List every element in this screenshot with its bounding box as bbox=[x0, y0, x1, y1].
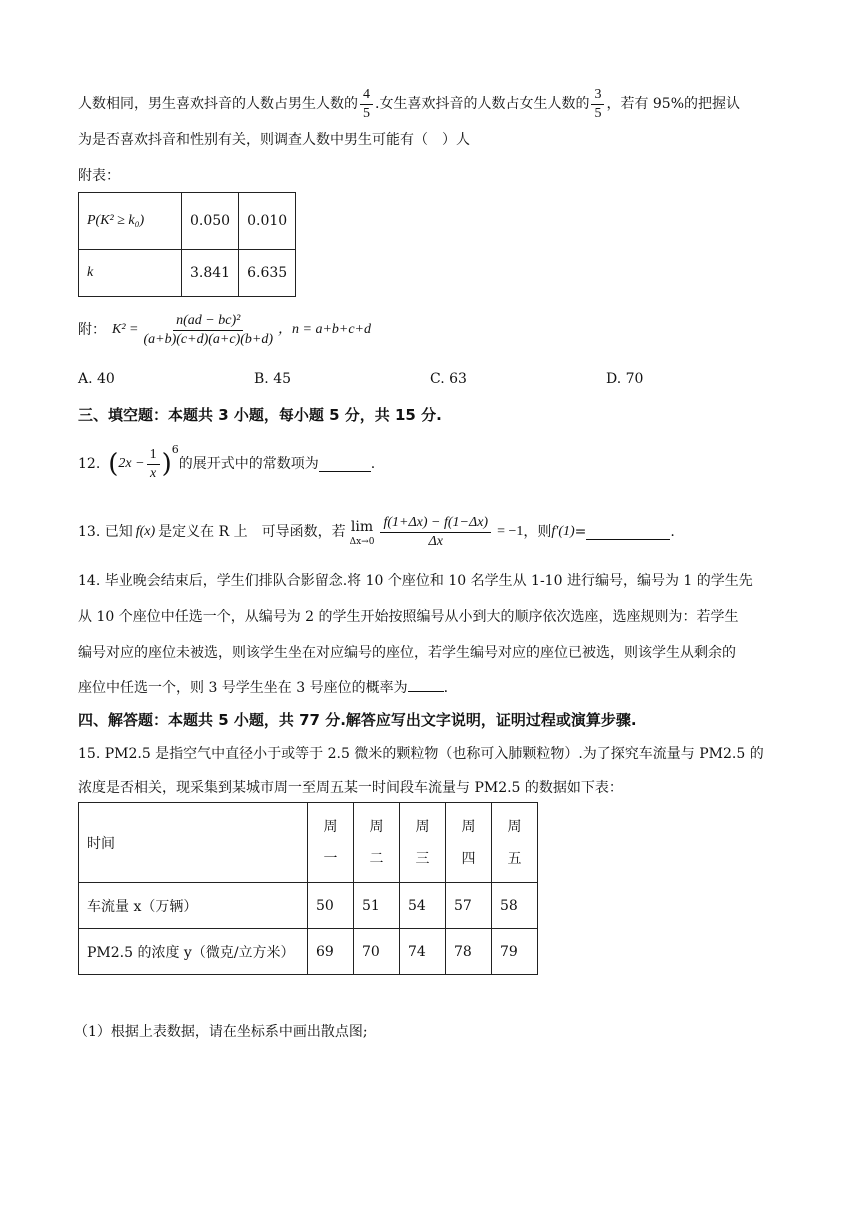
table-cell: 69 bbox=[308, 929, 354, 975]
formula-prefix: 附： bbox=[78, 322, 106, 338]
answer-blank bbox=[408, 677, 444, 692]
q12-text: 的展开式中的常数项为 bbox=[178, 456, 319, 472]
table-header-day: 周 五 bbox=[492, 803, 538, 883]
q11-text-c: ，若有 95%的把握认 bbox=[606, 96, 741, 112]
q13: 13. 已知 f(x) 是定义在 R 上 可导函数，若 lim Δx→0 $\frac{f(1+\Delta x) - f(1-\Delta x)}{\Delta x}$ = −1 ，则 f′(1) = . bbox=[78, 514, 675, 549]
table-header-day: 周 二 bbox=[354, 803, 400, 883]
table-header-day: 周 一 bbox=[308, 803, 354, 883]
table-header-day: 周 四 bbox=[446, 803, 492, 883]
option-b: B. 45 bbox=[254, 371, 292, 387]
table-header-label: 时间 bbox=[79, 803, 308, 883]
q13-fraction: $\frac{f(1+\Delta x) - f(1-\Delta x)}{\Delta x}$ bbox=[380, 514, 491, 551]
right-paren: ) bbox=[161, 449, 172, 479]
q13-fx: f(x) bbox=[135, 524, 156, 539]
q15-subquestion-1: （1）根据上表数据，请在坐标系中画出散点图; bbox=[74, 1024, 368, 1040]
table-cell: 0.050 bbox=[182, 193, 239, 250]
option-d: D. 70 bbox=[606, 371, 644, 387]
section-heading-fill-in: 三、填空题：本题共 3 小题，每小题 5 分，共 15 分. bbox=[78, 406, 442, 424]
q13-number: 13. 已知 bbox=[78, 524, 133, 540]
q12-power: 6 bbox=[171, 443, 179, 456]
formula-fraction: $\frac{\text{n(ad − bc)²}}{(a+b)(c+d)(a+c)(b+d)}$ bbox=[143, 312, 273, 347]
table-row bbox=[79, 929, 538, 975]
q11-line2: 为是否喜欢抖音和性别有关，则调查人数中男生可能有（ ）人 bbox=[78, 132, 470, 148]
answer-blank bbox=[586, 525, 670, 540]
q15-line1: 15. PM2.5 是指空气中直径小于或等于 2.5 微米的颗粒物（也称可入肺颗粒物）.为了探究车流量与 PM2.5 的 bbox=[78, 746, 764, 762]
table-cell: 54 bbox=[400, 883, 446, 929]
table-row bbox=[79, 883, 538, 929]
table-cell-label: k bbox=[79, 250, 182, 297]
table-cell: 78 bbox=[446, 929, 492, 975]
q15-line2: 浓度是否相关，现采集到某城市周一至周五某一时间段车流量与 PM2.5 的数据如下表： bbox=[78, 780, 623, 796]
q12-number: 12. bbox=[78, 456, 101, 472]
table-cell-label: P(K² ≥ k₀) bbox=[79, 193, 182, 250]
table-row-label: PM2.5 的浓度 y（微克/立方米） bbox=[79, 929, 308, 975]
table-cell: 50 bbox=[308, 883, 354, 929]
critical-value-table bbox=[78, 192, 296, 297]
q12: 12. ( 2x − $\frac{1}{x}$ ) $^6$ 的展开式中的常数项为 . bbox=[78, 440, 375, 488]
q14-line2: 从 10 个座位中任选一个，从编号为 2 的学生开始按照编号从小到大的顺序依次选座，选座规则为：若学生 bbox=[78, 609, 739, 625]
table-cell: 3.841 bbox=[182, 250, 239, 297]
q13-fprime: f′(1) bbox=[551, 524, 575, 539]
q14-line3: 编号对应的座位未被选，则该学生坐在对应编号的座位，若学生编号对应的座位已被选，则该学生从剩余的 bbox=[78, 645, 736, 661]
table-cell: 70 bbox=[354, 929, 400, 975]
q13-text-a: 是定义在 R 上 可导函数，若 bbox=[158, 524, 346, 540]
q13-text-b: ，则 bbox=[523, 524, 552, 540]
table-row bbox=[79, 193, 296, 250]
q11-text-b: .女生喜欢抖音的人数占女生人数的 bbox=[375, 96, 590, 112]
q11-line1 bbox=[78, 84, 740, 124]
table-header-row bbox=[79, 803, 538, 883]
table-cell: 51 bbox=[354, 883, 400, 929]
table-cell: 6.635 bbox=[239, 250, 296, 297]
section-heading-solutions: 四、解答题：本题共 5 小题，共 77 分.解答应写出文字说明，证明过程或演算步骤. bbox=[78, 711, 637, 729]
fraction-3-5: $\frac{3}{5}$ bbox=[591, 86, 604, 123]
table-cell: 74 bbox=[400, 929, 446, 975]
table-cell: 58 bbox=[492, 883, 538, 929]
q11-text-a: 人数相同，男生喜欢抖音的人数占男生人数的 bbox=[78, 96, 358, 112]
formula-lhs: K² = bbox=[112, 322, 139, 337]
answer-blank bbox=[319, 457, 371, 472]
q14-line4: 座位中任选一个，则 3 号学生坐在 3 号座位的概率为 . bbox=[78, 677, 448, 698]
table-cell: 0.010 bbox=[239, 193, 296, 250]
table-cell: 57 bbox=[446, 883, 492, 929]
traffic-pm25-table bbox=[78, 802, 538, 975]
table-row bbox=[79, 250, 296, 297]
limit-operator: lim Δx→0 bbox=[349, 519, 375, 547]
option-a: A. 40 bbox=[78, 371, 115, 387]
q13-equals: = −1 bbox=[497, 524, 524, 539]
q12-fraction: $\frac{1}{x}$ bbox=[147, 446, 160, 483]
table-header-day: 周 三 bbox=[400, 803, 446, 883]
option-c: C. 63 bbox=[430, 371, 467, 387]
k2-formula bbox=[78, 308, 371, 352]
q14-line1: 14. 毕业晚会结束后，学生们排队合影留念.将 10 个座位和 10 名学生从 1-10 进行编号，编号为 1 的学生先 bbox=[78, 573, 753, 589]
formula-tail: ，n = a+b+c+d bbox=[278, 322, 372, 337]
appendix-label: 附表： bbox=[78, 168, 120, 184]
q12-expr: 2x − bbox=[118, 456, 145, 471]
fraction-4-5: $\frac{4}{5}$ bbox=[360, 86, 373, 123]
table-cell: 79 bbox=[492, 929, 538, 975]
table-row-label: 车流量 x（万辆） bbox=[79, 883, 308, 929]
left-paren: ( bbox=[108, 449, 119, 479]
